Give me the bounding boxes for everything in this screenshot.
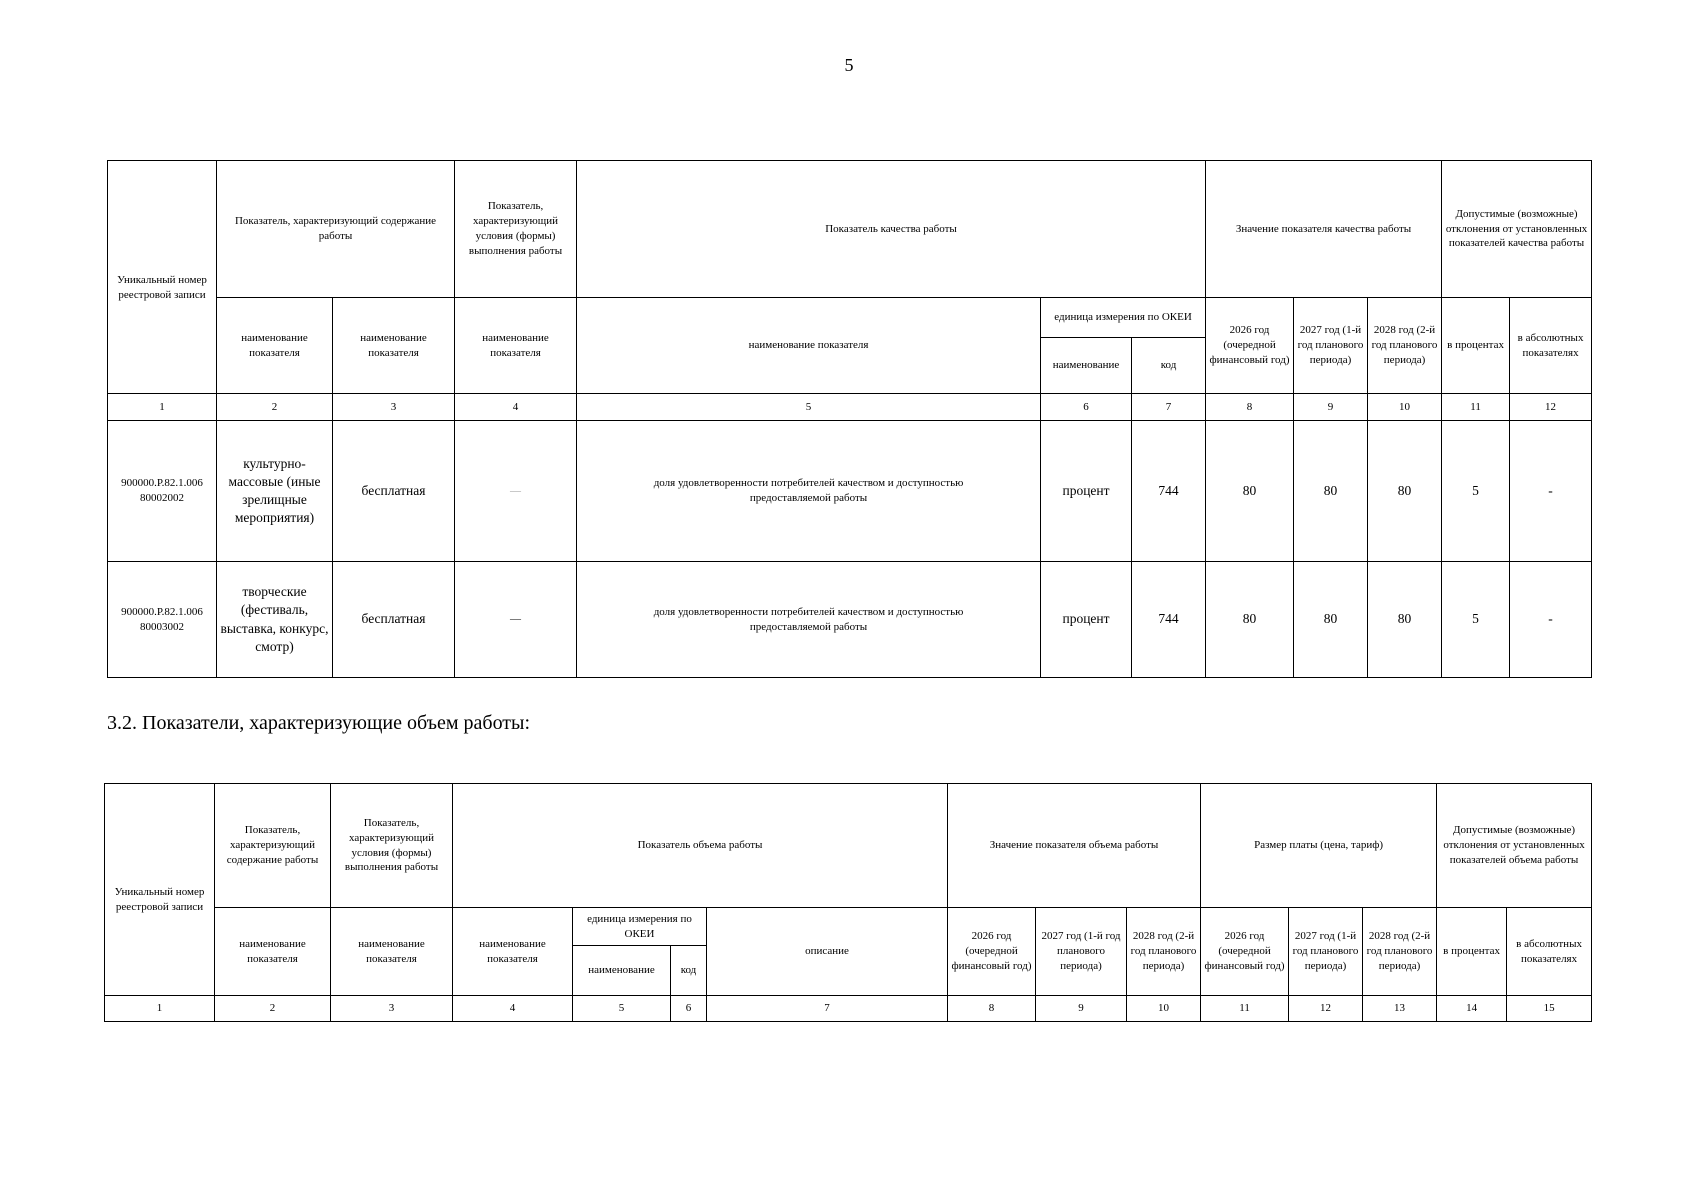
- column-number: 11: [1201, 996, 1289, 1022]
- column-number: 10: [1127, 996, 1201, 1022]
- percent-value: 5: [1442, 562, 1510, 678]
- header-year-2028: 2028 год (2-й год планового периода): [1127, 908, 1201, 996]
- column-number: 11: [1442, 394, 1510, 421]
- unit-value: процент: [1041, 562, 1132, 678]
- header-unique-number: Уникальный номер реестровой записи: [105, 784, 215, 996]
- page-number: 5: [844, 55, 854, 75]
- header-unit-code: код: [671, 946, 707, 996]
- column-number: 5: [577, 394, 1041, 421]
- volume-table: [104, 783, 1592, 1022]
- value-2026: 80: [1206, 562, 1294, 678]
- column-number: 9: [1294, 394, 1368, 421]
- header-unique-number: Уникальный номер реестровой записи: [108, 161, 217, 394]
- header-quality-value: Значение показателя качества работы: [1206, 161, 1442, 298]
- header-okei-unit: единица измерения по ОКЕИ: [1041, 298, 1206, 338]
- column-number: 3: [333, 394, 455, 421]
- unit-value: процент: [1041, 421, 1132, 562]
- header-in-percent: в процентах: [1442, 298, 1510, 394]
- content-value: культурно-массовые (иные зрелищные мероприятия): [217, 421, 333, 562]
- header-fee-year-2026: 2026 год (очередной финансовый год): [1201, 908, 1289, 996]
- column-number: 9: [1036, 996, 1127, 1022]
- header-year-2027: 2027 год (1-й год планового периода): [1294, 298, 1368, 394]
- value-2028: 80: [1368, 421, 1442, 562]
- header-description: описание: [707, 908, 948, 996]
- header-okei-unit: единица измерения по ОКЕИ: [573, 908, 707, 946]
- header-year-2028: 2028 год (2-й год планового периода): [1368, 298, 1442, 394]
- form-value: —: [455, 562, 577, 678]
- header-year-2026: 2026 год (очередной финансовый год): [948, 908, 1036, 996]
- column-number: 7: [707, 996, 948, 1022]
- value-2028: 80: [1368, 562, 1442, 678]
- code-value: 744: [1132, 421, 1206, 562]
- header-conditions-indicator: Показатель, характеризующий условия (формы) выполнения работы: [331, 784, 453, 908]
- registry-number: 900000.Р.82.1.006 80003002: [108, 562, 217, 678]
- condition-value: бесплатная: [333, 421, 455, 562]
- header-indicator-name: наименование показателя: [215, 908, 331, 996]
- header-in-absolute: в абсолютных показателях: [1510, 298, 1592, 394]
- column-numbers-row: [105, 996, 1592, 1022]
- column-number: 8: [948, 996, 1036, 1022]
- column-number: 12: [1289, 996, 1363, 1022]
- header-quality-indicator: Показатель качества работы: [577, 161, 1206, 298]
- header-fee-year-2027: 2027 год (1-й год планового периода): [1289, 908, 1363, 996]
- header-deviations: Допустимые (возможные) отклонения от установленных показателей качества работы: [1442, 161, 1592, 298]
- header-volume-indicator: Показатель объема работы: [453, 784, 948, 908]
- header-deviations: Допустимые (возможные) отклонения от установленных показателей объема работы: [1437, 784, 1592, 908]
- column-number: 6: [671, 996, 707, 1022]
- header-unit-name: наименование: [573, 946, 671, 996]
- absolute-value: -: [1510, 562, 1592, 678]
- column-number: 1: [105, 996, 215, 1022]
- header-indicator-name: наименование показателя: [577, 298, 1041, 394]
- indicator-value: доля удовлетворенности потребителей качеством и доступностью предоставляемой работы: [577, 562, 1041, 678]
- column-number: 10: [1368, 394, 1442, 421]
- value-2026: 80: [1206, 421, 1294, 562]
- indicator-value: доля удовлетворенности потребителей качеством и доступностью предоставляемой работы: [577, 421, 1041, 562]
- header-unit-code: код: [1132, 338, 1206, 394]
- table-row: [108, 562, 1592, 678]
- header-year-2027: 2027 год (1-й год планового периода): [1036, 908, 1127, 996]
- column-number: 4: [455, 394, 577, 421]
- column-number: 8: [1206, 394, 1294, 421]
- header-fee: Размер платы (цена, тариф): [1201, 784, 1437, 908]
- header-indicator-name: наименование показателя: [455, 298, 577, 394]
- value-2027: 80: [1294, 421, 1368, 562]
- column-number: 3: [331, 996, 453, 1022]
- column-number: 2: [215, 996, 331, 1022]
- header-year-2026: 2026 год (очередной финансовый год): [1206, 298, 1294, 394]
- header-content-indicator: Показатель, характеризующий содержание работы: [217, 161, 455, 298]
- column-number: 14: [1437, 996, 1507, 1022]
- column-numbers-row: [108, 394, 1592, 421]
- content-value: творческие (фестиваль, выставка, конкурс, смотр): [217, 562, 333, 678]
- header-unit-name: наименование: [1041, 338, 1132, 394]
- absolute-value: -: [1510, 421, 1592, 562]
- quality-table: [107, 160, 1592, 678]
- column-number: 12: [1510, 394, 1592, 421]
- table-row: [108, 421, 1592, 562]
- column-number: 13: [1363, 996, 1437, 1022]
- column-number: 1: [108, 394, 217, 421]
- condition-value: бесплатная: [333, 562, 455, 678]
- column-number: 7: [1132, 394, 1206, 421]
- form-value: —: [455, 421, 577, 562]
- header-in-percent: в процентах: [1437, 908, 1507, 996]
- column-number: 6: [1041, 394, 1132, 421]
- header-indicator-name: наименование показателя: [333, 298, 455, 394]
- column-number: 15: [1507, 996, 1592, 1022]
- header-fee-year-2028: 2028 год (2-й год планового периода): [1363, 908, 1437, 996]
- value-2027: 80: [1294, 562, 1368, 678]
- header-indicator-name: наименование показателя: [331, 908, 453, 996]
- registry-number: 900000.Р.82.1.006 80002002: [108, 421, 217, 562]
- column-number: 4: [453, 996, 573, 1022]
- header-indicator-name: наименование показателя: [217, 298, 333, 394]
- section-title: 3.2. Показатели, характеризующие объем работы:: [107, 712, 531, 734]
- header-conditions-indicator: Показатель, характеризующий условия (формы) выполнения работы: [455, 161, 577, 298]
- header-content-indicator: Показатель, характеризующий содержание работы: [215, 784, 331, 908]
- code-value: 744: [1132, 562, 1206, 678]
- percent-value: 5: [1442, 421, 1510, 562]
- header-indicator-name: наименование показателя: [453, 908, 573, 996]
- column-number: 5: [573, 996, 671, 1022]
- column-number: 2: [217, 394, 333, 421]
- header-in-absolute: в абсолютных показателях: [1507, 908, 1592, 996]
- header-volume-value: Значение показателя объема работы: [948, 784, 1201, 908]
